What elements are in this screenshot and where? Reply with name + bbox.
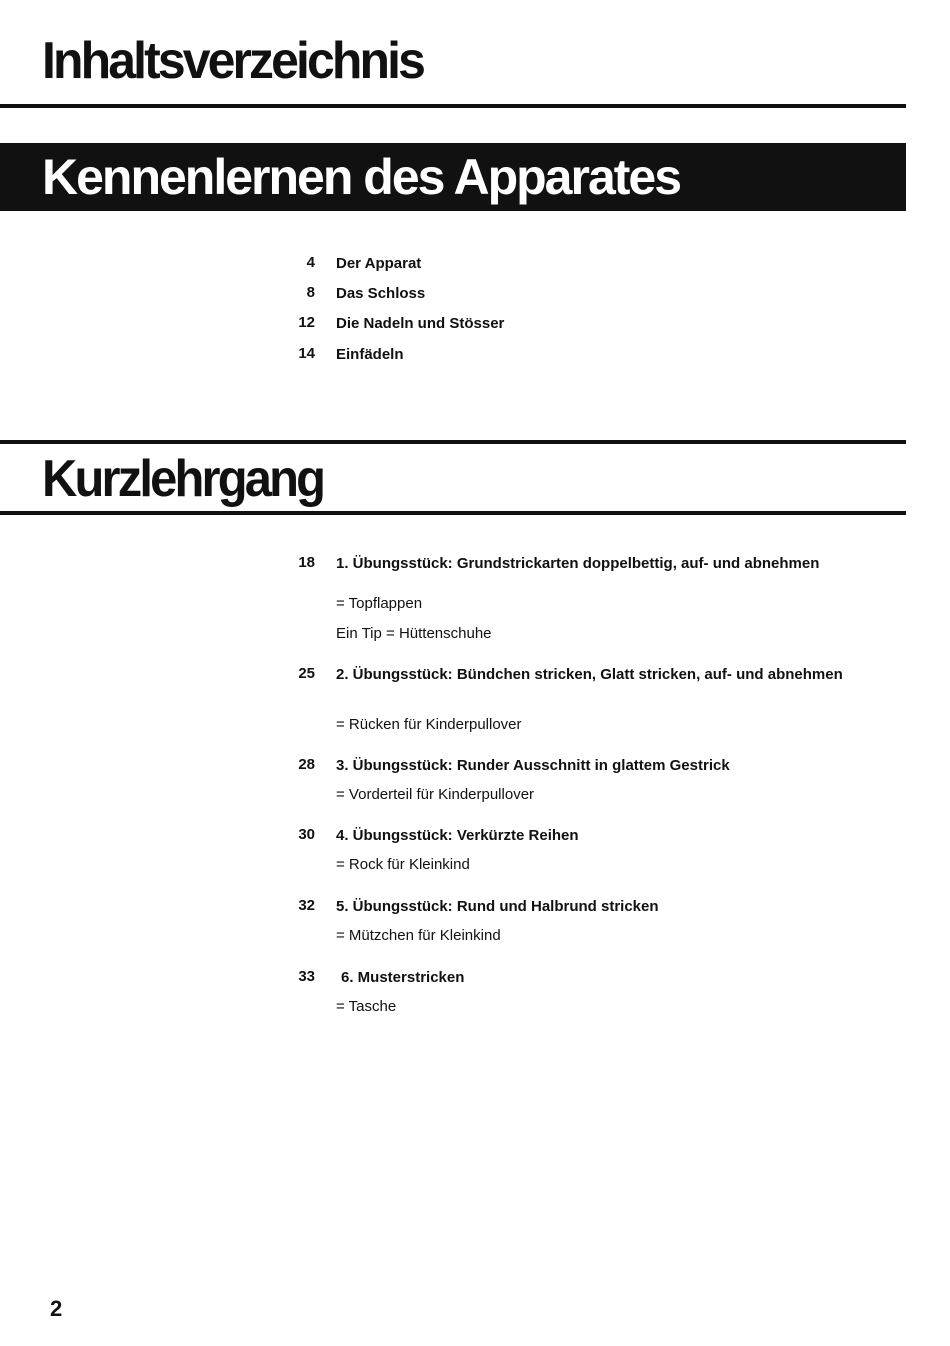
toc-entry-title: 3. Übungsstück: Runder Ausschnitt in glattem Gestrick	[336, 757, 730, 774]
toc-entry-subtitle: = Rock für Kleinkind	[336, 856, 470, 873]
toc-entry-title: 1. Übungsstück: Grundstrickarten doppelbettig, auf- und abnehmen	[336, 555, 820, 572]
toc-entry-subtitle: = Rücken für Kinderpullover	[336, 716, 522, 733]
toc-page-number: 32	[298, 897, 315, 914]
toc-entry-title: Das Schloss	[336, 285, 426, 302]
toc-entry-title: 6. Musterstricken	[341, 969, 465, 986]
toc-page-number: 4	[306, 254, 315, 271]
toc-entry-title: 5. Übungsstück: Rund und Halbrund stricken	[336, 898, 659, 915]
toc-page-number: 18	[298, 554, 315, 571]
toc-page-number: 8	[306, 284, 315, 301]
page-title: Inhaltsverzeichnis	[42, 32, 423, 90]
toc-page-number: 14	[298, 345, 315, 362]
section-divider-top	[0, 440, 906, 444]
toc-page-number: 25	[298, 665, 315, 682]
toc-entry-subtitle: = Vorderteil für Kinderpullover	[336, 786, 535, 803]
toc-page-number: 33	[298, 968, 315, 985]
toc-page-number: 12	[298, 314, 315, 331]
toc-entry-subtitle: = Mützchen für Kleinkind	[336, 927, 501, 944]
heading-divider	[0, 104, 906, 108]
toc-entry-title: Der Apparat	[336, 255, 422, 272]
section-title-apparatus: Kennenlernen des Apparates	[42, 149, 681, 205]
toc-entry-title: Einfädeln	[336, 346, 404, 363]
toc-entry-subtitle: Ein Tip = Hüttenschuhe	[336, 625, 492, 642]
toc-page-number: 30	[298, 826, 315, 843]
toc-entry-title: 4. Übungsstück: Verkürzte Reihen	[336, 827, 579, 844]
section-title-course: Kurzlehrgang	[42, 450, 324, 508]
section-divider-bottom	[0, 511, 906, 515]
toc-entry-subtitle: = Topflappen	[336, 595, 423, 612]
section-banner	[0, 143, 906, 211]
toc-entry-subtitle: = Tasche	[336, 998, 397, 1015]
toc-entry-title: 2. Übungsstück: Bündchen stricken, Glatt stricken, auf- und abnehmen	[336, 666, 843, 683]
page-number: 2	[50, 1296, 63, 1321]
toc-entry-title: Die Nadeln und Stösser	[336, 315, 505, 332]
toc-page-number: 28	[298, 756, 315, 773]
